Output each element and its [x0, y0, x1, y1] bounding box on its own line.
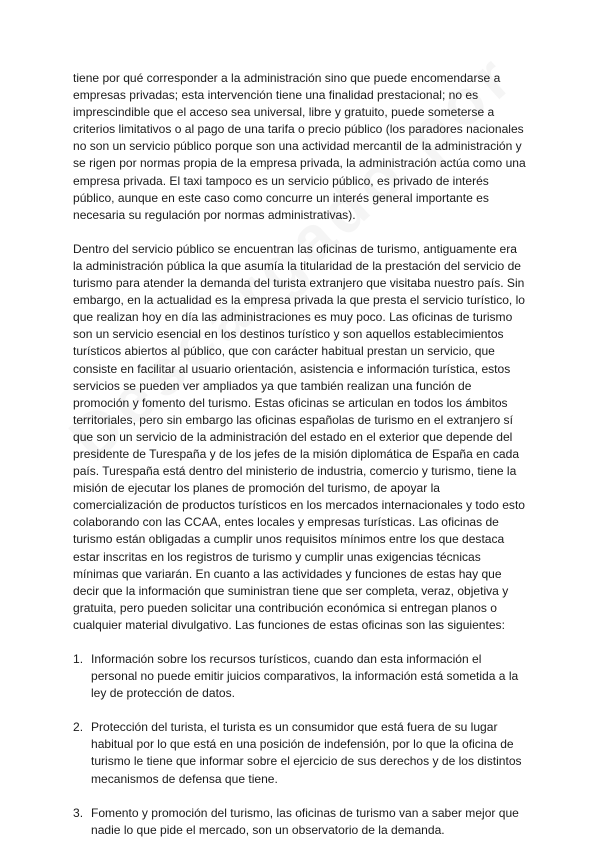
- list-item-number: 2.: [73, 720, 84, 735]
- list-item-text: Fomento y promoción del turismo, las oficinas de turismo van a saber mejor que nadie lo que pide el mercado, son un observatorio de la demanda.: [91, 805, 519, 837]
- list-item: [73, 805, 529, 839]
- functions-list: [73, 651, 529, 839]
- list-item-text: Información sobre los recursos turísticos, cuando dan esta información el personal no puede emitir juicios comparativos, la información está sometida a la ley de protección de datos.: [91, 652, 519, 701]
- list-item-number: 1.: [73, 652, 84, 666]
- list-item-text: Protección del turista, el turista es un consumidor que está fuera de su lugar habitual por lo que está en una posición de indefensión, por lo que la oficina de turismo le tiene que informar sobre el ejercicio de sus derechos y de los distintos mecanismos de defensa que tiene.: [91, 720, 522, 786]
- list-item: [73, 651, 529, 702]
- paragraph-2: Dentro del servicio público se encuentran las oficinas de turismo, antiguamente era la administración pública la que asumía la titularidad de la prestación del servicio de turismo para atender la demanda del turista extranjero que visitaba nuestro país. Sin embargo, en la actualidad es la empresa privada la que presta el servicio turístico, lo que realizan hoy en día las administraciones es muy poco. Las oficinas de turismo son un servicio esencial en los destinos turístico y son aquellos establecimientos turísticos abiertos al público, que con carácter habitual prestan un servicio, que consiste en facilitar al usuario orientación, asistencia e información turística, estos servicios se pueden ver ampliados ya que también realizan una función de promoción y fomento del turismo. Estas oficinas se articulan en todos los ámbitos territoriales, pero sin embargo las oficinas españolas de turismo en el extranjero sí que son un servicio de la administración del estado en el exterior que depende del presidente de Turespaña y de los jefes de la misión diplomática de España en cada país. Turespaña está dentro del ministerio de industria, comercio y turismo, tiene la misión de ejecutar los planes de promoción del turismo, de apoyar la comercialización de productos turísticos en los mercados internacionales y todo esto colaborando con las CCAA, entes locales y empresas turísticas. Las oficinas de turismo están obligadas a cumplir unos requisitos mínimos entre los que destaca estar inscritas en los registros de turismo y cumplir unas exigencias técnicas mínimas que variarán. En cuanto a las actividades y funciones de estas hay que decir que la información que suministran tiene que ser completa, veraz, objetiva y gratuita, pero pueden solicitar una contribución económica si entregan planos o cualquier material divulgativo. Las funciones de estas oficinas son las siguientes:: [73, 241, 525, 632]
- document-body: [73, 70, 529, 856]
- list-item: [73, 719, 529, 787]
- paragraph-1: tiene por qué corresponder a la administración sino que puede encomendarse a empresas privadas; esta intervención tiene una finalidad prestacional; no es imprescindible que el acceso sea universal, libre y gratuito, puede someterse a criterios limitativos o al pago de una tarifa o precio público (los paradores nacionales no son un servicio público porque son una actividad mercantil de la administración y se rigen por normas propia de la empresa privada, la administración actúa como una empresa privada. El taxi tampoco es un servicio público, es privado de interés público, aunque en este caso como concurre un interés general importante es necesaria su regulación por normas administrativas).: [73, 71, 526, 222]
- list-item-number: 3.: [73, 805, 84, 820]
